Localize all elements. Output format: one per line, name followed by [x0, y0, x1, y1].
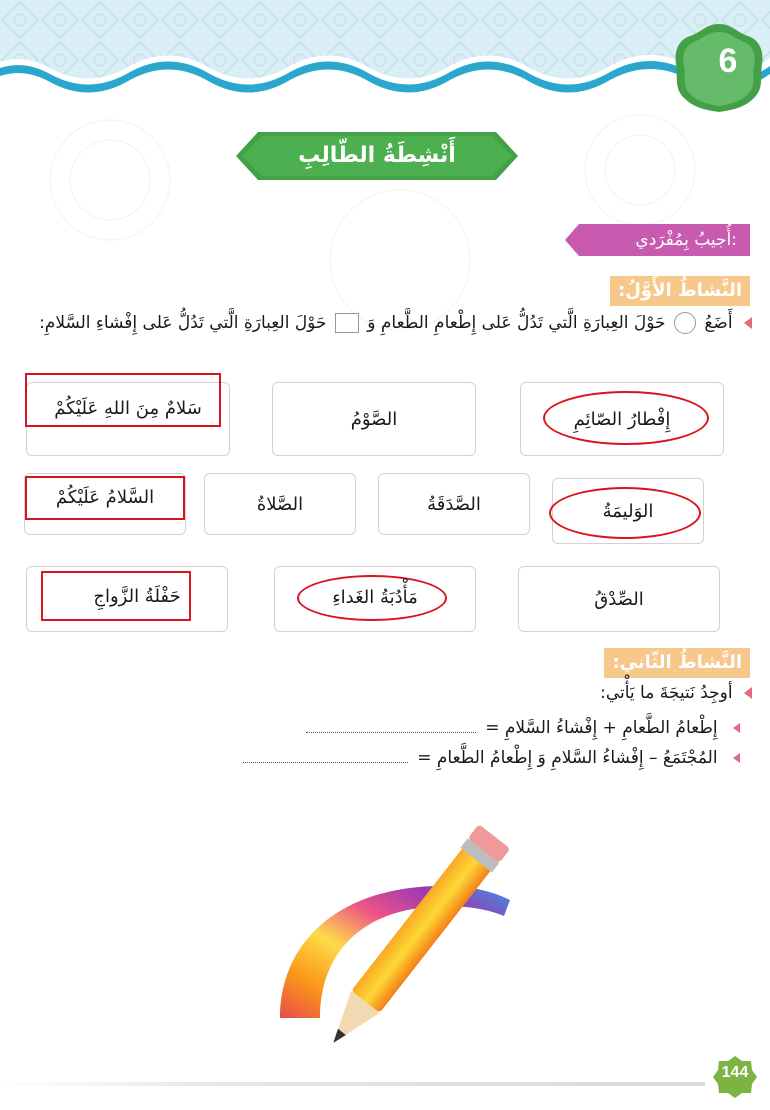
option-box[interactable]: [26, 382, 230, 456]
instruction-text-part1: أَضَعُ: [704, 313, 733, 333]
square-shape-icon: [335, 313, 359, 333]
activity-1-label: النَّشاطُ الأَوَّلُ:: [610, 276, 750, 306]
option-label: إِفْطارُ الصّائِمِ: [573, 408, 671, 430]
answer-line[interactable]: [243, 753, 408, 763]
option-label: حَفْلَةُ الزَّواجِ: [93, 585, 181, 607]
option-label: الصَّوْمُ: [350, 408, 398, 430]
option-box[interactable]: [24, 473, 186, 535]
instruction-text-part2: حَوْلَ العِبارَةِ الَّتي تَدُلُّ عَلى إِطْعامِ الطَّعامِ وَ: [367, 313, 666, 333]
bullet-marker-icon: [733, 723, 740, 733]
circle-shape-icon: [674, 312, 696, 334]
option-box[interactable]: [518, 566, 720, 632]
option-label: سَلامٌ مِنَ اللهِ عَلَيْكُمْ: [54, 397, 202, 419]
option-label: الصِّدْقُ: [594, 588, 644, 610]
header-wave-banner: [0, 0, 770, 120]
option-label: الصَّلاةُ: [256, 493, 304, 515]
answer-line[interactable]: [306, 723, 476, 733]
instruction-text-part3: حَوْلَ العِبارَةِ الَّتي تَدُلُّ عَلى إِفْشاءِ السَّلامِ:: [39, 313, 327, 333]
unit-number: 6: [718, 42, 738, 80]
option-box[interactable]: [378, 473, 530, 535]
bullet-marker-icon: [744, 317, 752, 329]
option-box[interactable]: [552, 478, 704, 544]
activity-1-instruction: [12, 308, 752, 338]
activity-2-instruction: [12, 678, 752, 708]
footer-line: [0, 1082, 705, 1086]
option-label: مَأْدُبَةُ الغَداءِ: [332, 586, 418, 608]
page-number: 144: [721, 1064, 749, 1081]
option-box[interactable]: [204, 473, 356, 535]
equation-1: [20, 713, 740, 743]
option-box[interactable]: [274, 566, 476, 632]
equation-1-text: إِطْعامُ الطَّعامِ + إِفْشاءُ السَّلامِ =: [485, 718, 718, 738]
page-title: أَنْشِطَةُ الطّالِبِ: [298, 143, 456, 168]
activity-2-label: النَّشاطُ الثّاني:: [604, 648, 750, 678]
equation-2-text: المُجْتَمَعُ – إِفْشاءُ السَّلامِ وَ إِطْعامُ الطَّعامِ =: [417, 748, 718, 768]
option-label: الوَليمَةُ: [602, 500, 654, 522]
option-box[interactable]: [272, 382, 476, 456]
option-box[interactable]: [26, 566, 228, 632]
bullet-marker-icon: [744, 687, 752, 699]
instruction-tag-label: أُجيبُ بِمُفْرَدي:: [635, 230, 737, 250]
option-box[interactable]: [520, 382, 724, 456]
option-label: الصَّدَقَةُ: [427, 493, 481, 515]
pencil-rainbow-illustration: [260, 808, 550, 1088]
bullet-marker-icon: [733, 753, 740, 763]
equation-2: [20, 743, 740, 773]
option-label: السَّلامُ عَلَيْكُمْ: [55, 486, 155, 508]
activity-2-instruction-text: أوجِدُ نَتيجَةَ ما يَأْتي:: [600, 683, 733, 703]
